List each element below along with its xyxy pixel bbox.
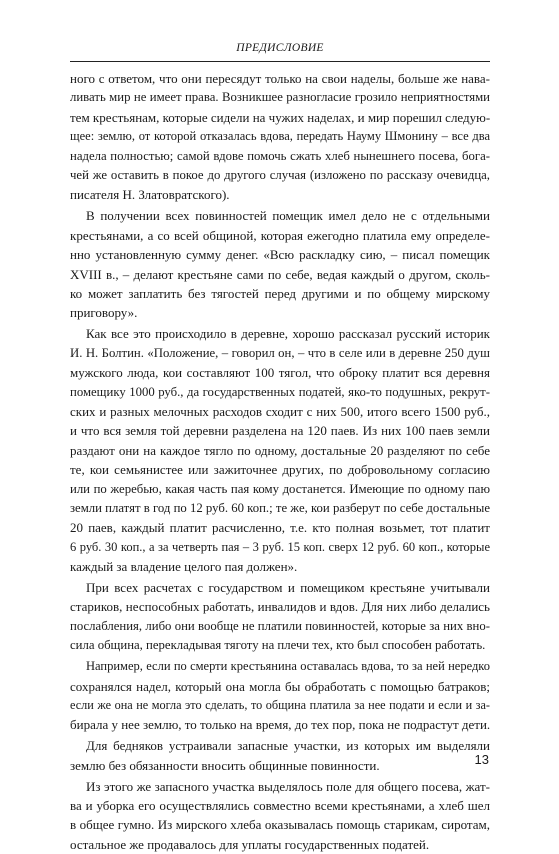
text-line: остальное же продавалось для уплаты государственных податей. bbox=[70, 836, 430, 852]
text-line: Например, если по смерти крестьянина оставалась вдова, то за ней нередко bbox=[86, 659, 490, 674]
text-line: щее: землю, от которой отказалась вдова, передать Науму Шмонину – все два bbox=[70, 129, 490, 144]
text-line: XVIII в., – делают крестьяне сами по себе, ведая каждый о другом, сколь- bbox=[70, 266, 490, 282]
text-line: стариков, неспособных работать, инвалидов и вдов. Для них либо делались bbox=[70, 599, 490, 615]
text-line: ских и разных мелочных расходов сходит с них 500, итого всего 1500 руб., bbox=[70, 403, 490, 419]
text-line: надела полностью; самой вдове помочь сжать хлеб нынешнего посева, бога- bbox=[70, 148, 490, 163]
paragraph bbox=[70, 324, 490, 576]
text-line: если же она не могла это сделать, то община платила за нее подати и если и за- bbox=[70, 698, 490, 712]
text-line: Из этого же запасного участка выделялось поле для общего посева, жат- bbox=[86, 778, 490, 794]
paragraph bbox=[70, 777, 490, 854]
text-line: нно установленную сумму денег. «Всю раскладку сию, – писал помещик bbox=[70, 247, 490, 263]
text-line: сохранялся надел, который она могла бы обработать с помощью батраков; bbox=[70, 678, 490, 694]
text-line: При всех расчетах с государством и помещиком крестьяне учитывали bbox=[86, 580, 490, 596]
text-line: в общее гумно. Из мирского хлеба оказывалась помощь старикам, сиротам, bbox=[70, 817, 490, 833]
text-line: помещику 1000 руб., да государственных податей, яко-то подушных, рекрут- bbox=[70, 384, 490, 399]
text-line: В получении всех повинностей помещик имел дело не с отдельными bbox=[86, 208, 490, 224]
running-header: ПРЕДИСЛОВИЕ bbox=[236, 42, 324, 54]
text-line: ва и уборка его осуществлялись совместно всеми крестьянами, а хлеб шел bbox=[70, 798, 490, 814]
text-line: приговору». bbox=[70, 305, 138, 321]
text-line: И. Н. Болтин. «Положение, – говорил он, – что в селе или в деревне 250 душ bbox=[70, 345, 490, 360]
text-line: земли платят в год по 12 руб. 60 коп.; те же, кои разберут по себе достальные bbox=[70, 500, 490, 515]
page-number: 13 bbox=[474, 752, 489, 767]
text-line: 20 паев, каждый платит расчисленно, т.е. кто полная возьмет, тот платит bbox=[70, 520, 490, 536]
text-line: каждый за владение целого пая должен». bbox=[70, 559, 298, 575]
paragraph bbox=[70, 736, 490, 775]
header-rule bbox=[70, 61, 490, 62]
text-line: крестьянами, а со всей общиной, которая ежегодно платила ему определе- bbox=[70, 227, 490, 243]
text-line: писателя Н. Златовратского). bbox=[70, 187, 230, 203]
text-line: сила община, перекладывая тяготу на плечи тех, кто был способен работать. bbox=[70, 638, 486, 653]
text-line: мужского люда, кои составляют 100 тягол, что оброку платит вся деревня bbox=[70, 365, 490, 381]
text-line: Как все это происходило в деревне, хорошо рассказал русский историк bbox=[86, 326, 490, 342]
paragraph bbox=[70, 69, 490, 205]
text-line: 6 руб. 30 коп., а за четверть пая – 3 руб. 15 коп. сверх 12 руб. 60 коп., которые bbox=[70, 539, 490, 554]
text-line: послабления, либо они вообще не платили повинностей, которые за них вно- bbox=[70, 618, 490, 633]
page-body bbox=[70, 69, 490, 854]
paragraph bbox=[70, 657, 490, 735]
text-line: и что вся земля той деревни разделена на 120 паев. Из них 100 паев земли bbox=[70, 423, 490, 439]
text-line: бирала у нее землю, то только на время, до тех пор, пока не подрастут дети. bbox=[70, 717, 491, 733]
text-line: ливать мир не имеет права. Возникшее разногласие грозило неприятностями bbox=[70, 90, 490, 105]
text-line: или по жеребью, какая часть пая кому достанется. Имеющие по одному паю bbox=[70, 481, 490, 496]
text-line: чей же оставить в покое до другого случая (изложено по рассказу очевидца, bbox=[70, 168, 490, 183]
text-line: ного с ответом, что они пересядут только на свои наделы, больше же нава- bbox=[70, 71, 490, 86]
text-line: те, кои семьянистее или зажиточнее других, по добровольному согласию bbox=[70, 462, 490, 478]
paragraph bbox=[70, 578, 490, 656]
text-line: ко может заплатить без тягостей перед другими и по общему мирскому bbox=[70, 285, 490, 301]
text-line: раздают они на каждое тягло по одному, достальные 20 разделяют по себе bbox=[70, 442, 490, 458]
paragraph bbox=[70, 206, 490, 322]
text-line: Для бедняков устраивали запасные участки, из которых им выделяли bbox=[86, 738, 490, 754]
text-line: тем крестьянам, которые сидели на чужих наделах, и мир порешил следую- bbox=[70, 109, 491, 125]
text-line: землю без обязанности вносить общинные повинности. bbox=[70, 757, 380, 773]
